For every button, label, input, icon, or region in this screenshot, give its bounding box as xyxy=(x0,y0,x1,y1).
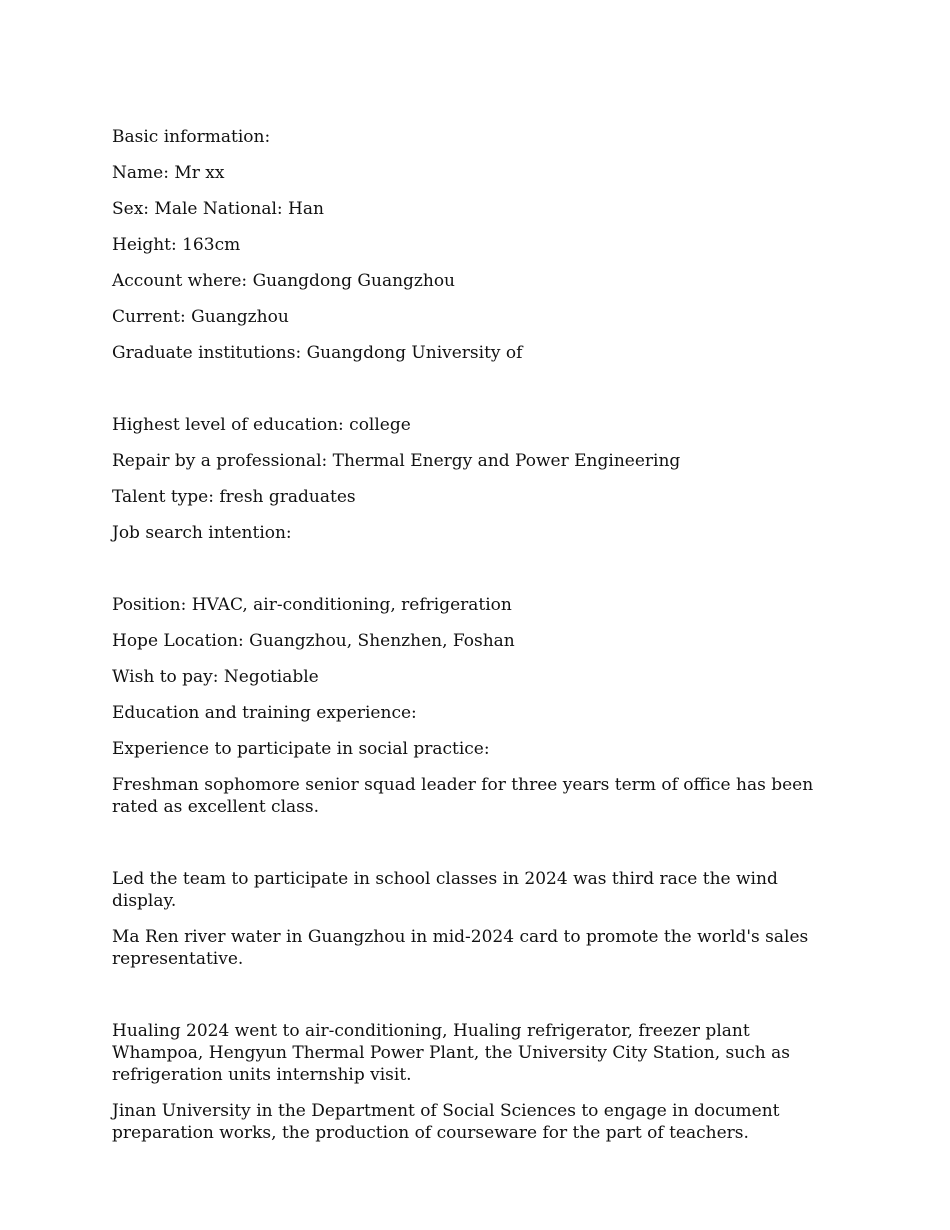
talent-type-field: Talent type: fresh graduates xyxy=(112,487,356,507)
job-search-heading: Job search intention: xyxy=(112,523,292,543)
account-field: Account where: Guangdong Guangzhou xyxy=(112,271,455,291)
name-field: Name: Mr xx xyxy=(112,163,225,183)
practice-item: Ma Ren river water in Guangzhou in mid-2024 card to promote the world's sales representative. xyxy=(112,927,809,969)
practice-item: Jinan University in the Department of Social Sciences to engage in document preparation works, the production of courseware for the part of teachers. xyxy=(112,1101,780,1143)
practice-item: Led the team to participate in school classes in 2024 was third race the wind display. xyxy=(112,869,778,911)
education-level-field: Highest level of education: college xyxy=(112,415,411,435)
sex-national-field: Sex: Male National: Han xyxy=(112,199,324,219)
spacer xyxy=(112,378,832,414)
major-field: Repair by a professional: Thermal Energy and Power Engineering xyxy=(112,451,681,471)
height-field: Height: 163cm xyxy=(112,235,241,255)
basic-information-heading: Basic information: xyxy=(112,127,271,147)
spacer xyxy=(112,558,832,594)
spacer xyxy=(112,984,832,1020)
practice-item: Freshman sophomore senior squad leader for three years term of office has been rated as excellent class. xyxy=(112,775,814,817)
position-field: Position: HVAC, air-conditioning, refrigeration xyxy=(112,595,512,615)
hope-location-field: Hope Location: Guangzhou, Shenzhen, Foshan xyxy=(112,631,515,651)
practice-item: Hualing 2024 went to air-conditioning, Hualing refrigerator, freezer plant Whampoa, Hengyun Thermal Power Plant, the University City Station, such as refrigeration units internship visit. xyxy=(112,1021,790,1085)
social-practice-heading: Experience to participate in social practice: xyxy=(112,739,490,759)
education-training-heading: Education and training experience: xyxy=(112,703,417,723)
current-field: Current: Guangzhou xyxy=(112,307,289,327)
resume-document xyxy=(112,126,832,1158)
wish-pay-field: Wish to pay: Negotiable xyxy=(112,667,319,687)
graduate-institutions-field: Graduate institutions: Guangdong University of xyxy=(112,343,523,363)
spacer xyxy=(112,832,832,868)
